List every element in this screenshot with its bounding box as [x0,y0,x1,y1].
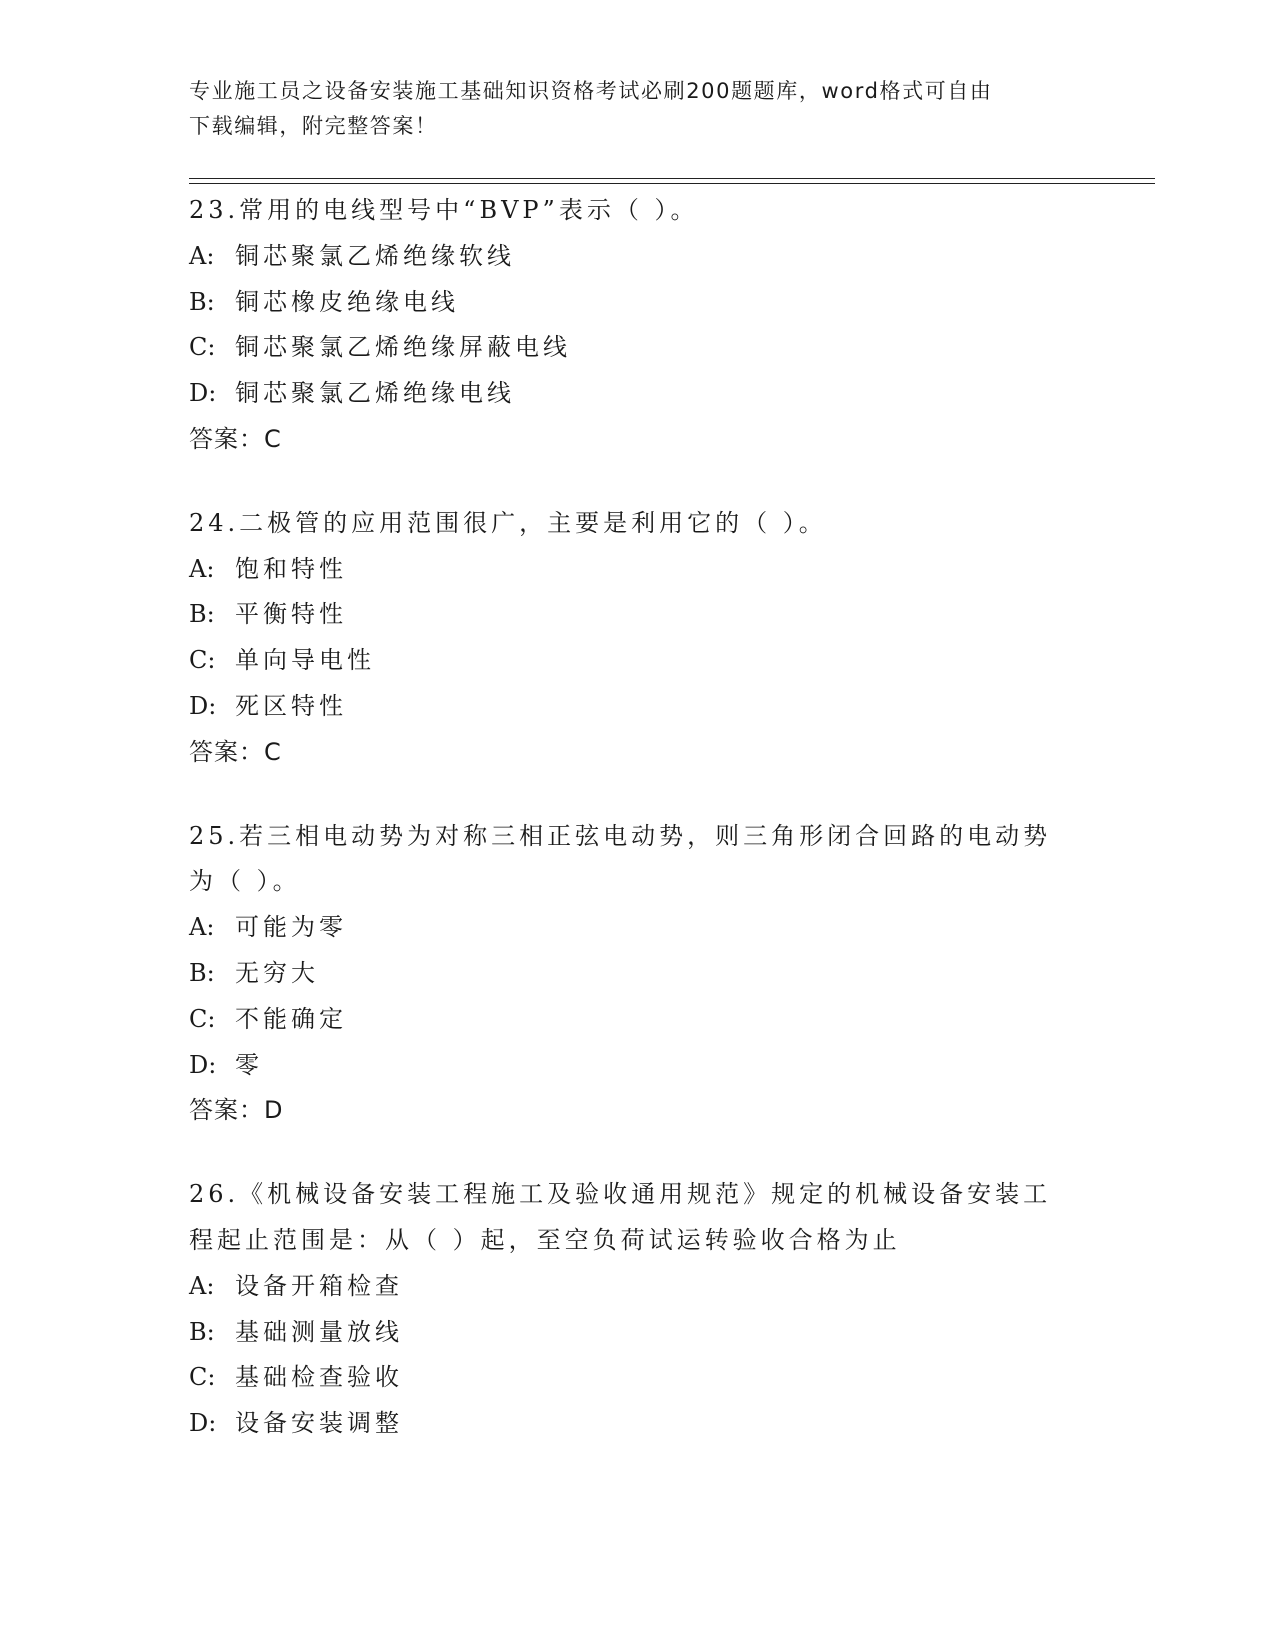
option-letter: C: [189,1363,216,1392]
question-25 [189,814,1139,1135]
option-d [189,684,1139,730]
document-header [189,74,1089,144]
answer-line: 答案：C [189,737,282,766]
option-a [189,905,1139,951]
question-stem [189,1172,1139,1218]
option-a [189,547,1139,593]
option-text: 铜芯聚氯乙烯绝缘软线 [235,241,515,270]
option-letter: D: [189,691,217,720]
option-letter: D: [189,379,217,408]
header-divider-top [189,178,1155,179]
option-c [189,325,1139,371]
option-text: 死区特性 [235,691,347,720]
question-text: 若三相电动势为对称三相正弦电动势，则三角形闭合回路的电动势 [239,821,1052,850]
answer-line: 答案：C [189,424,282,453]
option-text: 单向导电性 [235,646,375,675]
option-letter: A: [189,913,215,942]
question-text: 二极管的应用范围很广，主要是利用它的（ ）。 [239,508,827,537]
option-letter: B: [189,958,215,987]
header-line-1: 专业施工员之设备安装施工基础知识资格考试必刷200题题库，word格式可自由 [189,79,993,103]
option-b [189,1310,1139,1356]
question-26 [189,1172,1139,1447]
option-b [189,951,1139,997]
question-text: 《机械设备安装工程施工及验收通用规范》规定的机械设备安装工 [239,1180,1052,1209]
option-letter: C: [189,646,216,675]
header-divider-bottom [189,183,1155,184]
option-text: 饱和特性 [235,554,347,583]
option-text: 不能确定 [235,1004,347,1033]
option-d [189,1043,1139,1089]
question-text: 常用的电线型号中“BVP”表示（ ）。 [239,196,699,224]
question-stem [189,814,1139,860]
question-number: 25. [189,821,240,850]
question-list [189,188,1139,1485]
option-text: 铜芯聚氯乙烯绝缘电线 [235,379,515,408]
option-b [189,280,1139,326]
option-text: 设备开箱检查 [235,1271,403,1300]
option-c [189,997,1139,1043]
option-letter: D: [189,1050,217,1079]
option-a [189,1264,1139,1310]
option-d [189,371,1139,417]
option-text: 基础测量放线 [235,1317,403,1346]
question-stem-continued: 为（ ）。 [189,867,301,896]
option-text: 设备安装调整 [235,1409,403,1438]
option-letter: C: [189,1004,216,1033]
header-line-2: 下载编辑，附完整答案！ [189,114,438,138]
option-text: 可能为零 [235,913,347,942]
option-text: 平衡特性 [235,600,347,629]
option-d [189,1401,1139,1447]
option-c [189,638,1139,684]
option-letter: B: [189,1317,215,1346]
question-23 [189,188,1139,463]
question-number: 26. [189,1180,240,1209]
answer-line: 答案：D [189,1096,284,1125]
option-letter: A: [189,1271,215,1300]
question-stem-continued: 程起止范围是：从（ ）起，至空负荷试运转验收合格为止 [189,1225,901,1254]
option-letter: B: [189,287,215,316]
option-letter: B: [189,600,215,629]
question-number: 23. [189,196,240,224]
option-letter: D: [189,1409,217,1438]
question-stem [189,188,1139,234]
option-letter: C: [189,333,216,362]
option-text: 零 [235,1050,263,1079]
option-letter: A: [189,241,215,270]
option-b [189,592,1139,638]
question-number: 24. [189,508,240,537]
question-stem [189,501,1139,547]
option-text: 无穷大 [235,958,319,987]
option-a [189,234,1139,280]
option-text: 基础检查验收 [235,1363,403,1392]
question-24 [189,501,1139,776]
option-c [189,1355,1139,1401]
option-text: 铜芯聚氯乙烯绝缘屏蔽电线 [235,333,571,362]
option-text: 铜芯橡皮绝缘电线 [235,287,459,316]
option-letter: A: [189,554,215,583]
